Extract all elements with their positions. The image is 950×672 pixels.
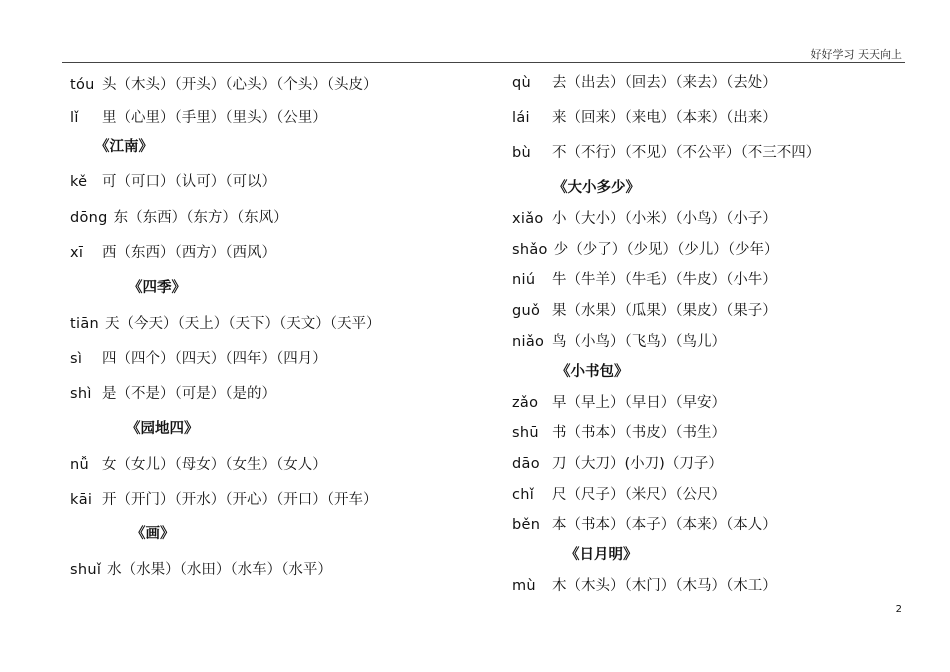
entry-words: 不（不行）（不见）（不公平）（不三不四） — [552, 145, 821, 161]
entry-pinyin: niǎo — [512, 334, 545, 350]
entry-pinyin: lǐ — [70, 110, 79, 126]
entry-words: 开（开门）（开水）（开心）（开口）（开车） — [102, 492, 378, 508]
entry-pinyin: kāi — [70, 492, 93, 508]
vocab-entry — [70, 172, 276, 192]
entry-words: 天（今天）（天上）（天下）（天文）（天平） — [105, 316, 381, 332]
entry-words: 早（早上）（早日）（早安） — [552, 395, 726, 411]
entry-pinyin: xiǎo — [512, 211, 544, 227]
vocab-entry — [70, 243, 276, 263]
entry-words: 里（心里）（手里）（里头）（公里） — [102, 110, 327, 126]
entry-words: 西（东西）（西方）（西风） — [102, 245, 276, 261]
entry-pinyin: qù — [512, 75, 531, 91]
vocab-entry — [512, 301, 777, 321]
entry-words: 本（书本）（本子）（本来）（本人） — [552, 517, 777, 533]
vocab-entry — [512, 423, 726, 443]
vocab-entry — [512, 209, 777, 229]
vocab-entry — [512, 143, 820, 163]
section-title: 《小书包》 — [556, 364, 629, 380]
vocab-entry — [70, 314, 381, 334]
vocab-entry — [70, 108, 327, 128]
entry-pinyin: kě — [70, 174, 88, 190]
entry-words: 是（不是）（可是）（是的） — [102, 386, 276, 402]
vocab-entry — [70, 490, 378, 510]
entry-words: 果（水果）（瓜果）（果皮）（果子） — [552, 303, 777, 319]
entry-pinyin: xī — [70, 245, 84, 261]
entry-pinyin: nǚ — [70, 457, 89, 473]
entry-pinyin: tiān — [70, 316, 99, 332]
entry-words: 鸟（小鸟）（飞鸟）（鸟儿） — [552, 334, 726, 350]
entry-words: 来（回来）（来电）（本来）（出来） — [552, 110, 777, 126]
section-title: 《日月明》 — [565, 547, 638, 563]
vocab-entry — [512, 270, 777, 290]
page-header-text: 好好学习 天天向上 — [810, 48, 902, 61]
entry-words: 木（木头）（木门）（木马）（木工） — [552, 578, 777, 594]
section-title: 《大小多少》 — [553, 180, 640, 196]
entry-pinyin: zǎo — [512, 395, 539, 411]
entry-pinyin: dōng — [70, 210, 108, 226]
entry-words: 可（可口）（认可）（可以） — [102, 174, 276, 190]
vocab-entry — [70, 75, 378, 95]
entry-pinyin: běn — [512, 517, 541, 533]
vocab-entry — [512, 393, 726, 413]
entry-pinyin: shū — [512, 425, 539, 441]
entry-pinyin: niú — [512, 272, 536, 288]
entry-words: 少（少了）（少见）（少儿）（少年） — [553, 242, 779, 258]
entry-words: 书（书本）（书皮）（书生） — [552, 425, 726, 441]
vocab-entry — [512, 240, 778, 260]
entry-pinyin: bù — [512, 145, 531, 161]
entry-pinyin: guǒ — [512, 303, 541, 319]
entry-pinyin: lái — [512, 110, 530, 126]
entry-words: 水（水果）（水田）（水车）（水平） — [107, 562, 332, 578]
entry-words: 小（大小）（小米）（小鸟）（小子） — [552, 211, 777, 227]
vocab-entry — [70, 349, 327, 369]
header-rule — [62, 62, 905, 63]
entry-pinyin: chǐ — [512, 487, 535, 503]
entry-words: 女（女儿）（母女）（女生）（女人） — [102, 457, 327, 473]
vocab-entry — [512, 576, 777, 596]
entry-words: 去（出去）（回去）（来去）（去处） — [552, 75, 777, 91]
section-title: 《四季》 — [128, 280, 186, 296]
section-title: 《画》 — [131, 526, 175, 542]
entry-pinyin: tóu — [70, 77, 95, 93]
vocab-entry — [512, 454, 723, 474]
entry-words: 头（木头）（开头）（心头）（个头）（头皮） — [102, 77, 378, 93]
page-number: 2 — [895, 604, 902, 615]
section-title: 《江南》 — [95, 139, 153, 155]
entry-pinyin: mù — [512, 578, 536, 594]
entry-pinyin: sì — [70, 351, 83, 367]
entry-words: 牛（牛羊）（牛毛）（牛皮）（小牛） — [552, 272, 777, 288]
vocab-entry — [512, 485, 726, 505]
vocab-entry — [512, 515, 777, 535]
entry-words: 四（四个）（四天）（四年）（四月） — [102, 351, 327, 367]
vocab-entry — [512, 73, 777, 93]
vocab-entry — [512, 108, 777, 128]
entry-pinyin: shì — [70, 386, 92, 402]
entry-pinyin: shǎo — [512, 242, 548, 258]
entry-pinyin: dāo — [512, 456, 540, 472]
vocab-entry — [70, 384, 276, 404]
vocab-entry — [512, 332, 726, 352]
entry-words: 尺（尺子）（米尺）（公尺） — [552, 487, 726, 503]
vocab-entry — [70, 560, 332, 580]
entry-words: 刀（大刀）(小刀)（刀子） — [552, 456, 723, 472]
vocab-entry — [70, 208, 288, 228]
section-title: 《园地四》 — [126, 421, 199, 437]
vocab-entry — [70, 455, 327, 475]
entry-words: 东（东西）（东方）（东风） — [113, 210, 288, 226]
entry-pinyin: shuǐ — [70, 562, 102, 578]
